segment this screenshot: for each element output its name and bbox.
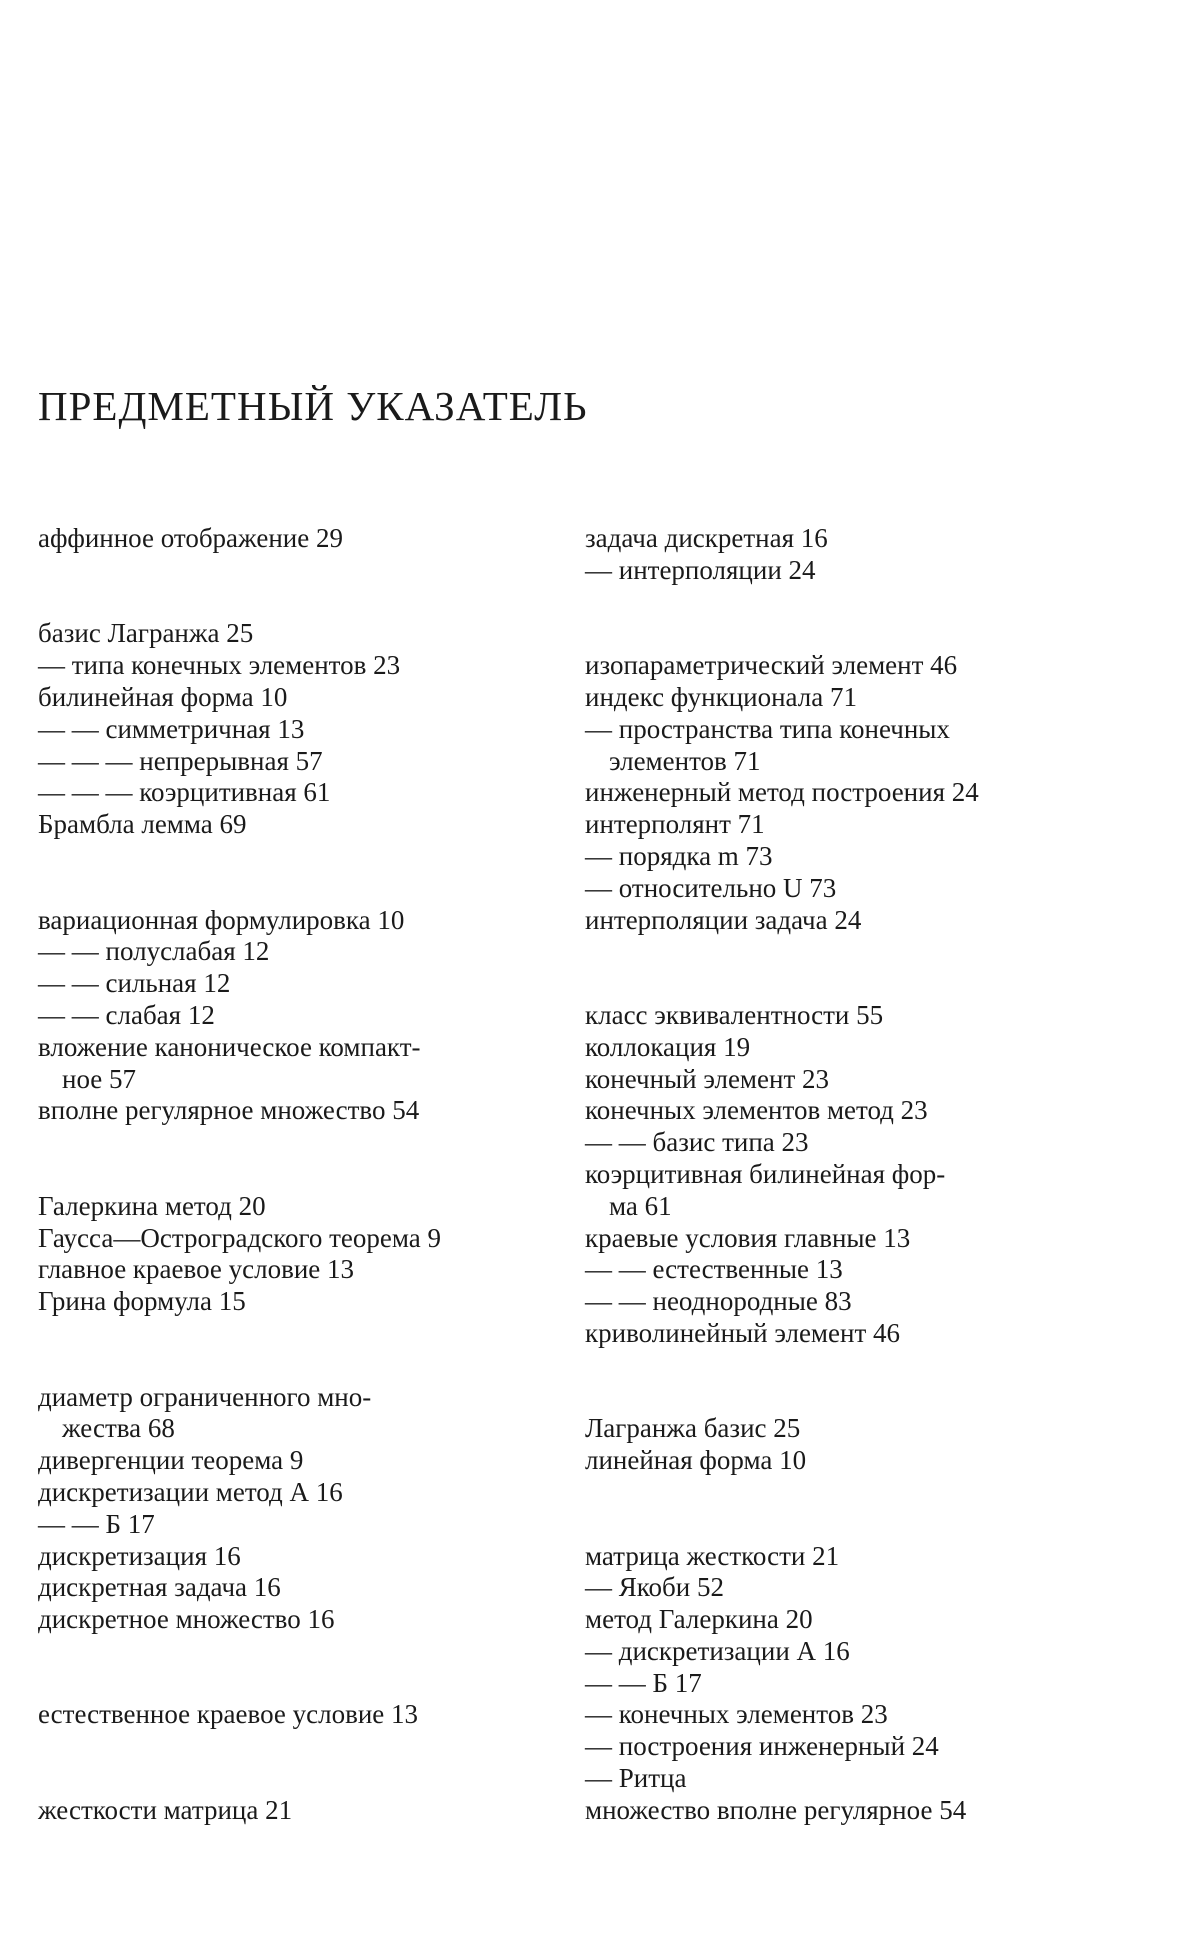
index-entry: матрица жесткости 21	[585, 1540, 840, 1571]
index-entry: краевые условия главные 13	[585, 1222, 911, 1253]
index-entry: — — симметричная 13	[38, 713, 305, 744]
index-entry-continuation: жества 68	[62, 1413, 175, 1444]
index-entry: дивергенции теорема 9	[38, 1445, 304, 1476]
index-entry: — Якоби 52	[585, 1572, 724, 1603]
index-entry: криволинейный элемент 46	[585, 1317, 900, 1348]
index-entry: — интерполяции 24	[585, 554, 816, 585]
index-entry: — — слабая 12	[38, 999, 215, 1030]
index-entry: вполне регулярное множество 54	[38, 1095, 420, 1126]
index-entry: коллокация 19	[585, 1031, 751, 1062]
index-entry: интерполянт 71	[585, 809, 765, 840]
index-entry: — — базис типа 23	[585, 1127, 809, 1158]
index-entry: дискретизации метод А 16	[38, 1476, 343, 1507]
index-entry: Галеркина метод 20	[38, 1190, 266, 1221]
index-entry: линейная форма 10	[585, 1445, 807, 1476]
index-entry: конечный элемент 23	[585, 1063, 830, 1094]
index-entry: Грина формула 15	[38, 1286, 246, 1317]
index-entry: коэрцитивная билинейная фор-	[585, 1158, 946, 1189]
index-entry: множество вполне регулярное 54	[585, 1794, 967, 1825]
index-entry: индекс функционала 71	[585, 681, 857, 712]
index-entry: естественное краевое условие 13	[38, 1699, 419, 1730]
index-entry: — — неоднородные 83	[585, 1286, 852, 1317]
index-entry: главное краевое условие 13	[38, 1254, 355, 1285]
index-entry: — — — непрерывная 57	[38, 745, 323, 776]
index-entry: Брамбла лемма 69	[38, 809, 247, 840]
index-entry-continuation: ма 61	[609, 1190, 672, 1221]
index-entry: Гаусса—Остроградского теорема 9	[38, 1222, 442, 1253]
index-entry: — — — коэрцитивная 61	[38, 777, 331, 808]
index-entry: изопараметрический элемент 46	[585, 650, 958, 681]
index-entry: билинейная форма 10	[38, 681, 288, 712]
index-gap	[38, 1318, 548, 1382]
index-gap	[38, 841, 548, 905]
index-entry: — конечных элементов 23	[585, 1699, 888, 1730]
index-entry: — Ритца	[585, 1763, 687, 1794]
index-gap	[585, 1477, 1085, 1541]
index-column-left	[38, 523, 548, 1827]
index-entry: — — полуслабая 12	[38, 936, 270, 967]
index-gap	[38, 1636, 548, 1700]
index-entry: — — естественные 13	[585, 1254, 843, 1285]
index-entry: — дискретизации А 16	[585, 1635, 850, 1666]
index-gap	[38, 1731, 548, 1795]
index-entry-continuation: ное 57	[62, 1063, 137, 1094]
index-entry: — — Б 17	[38, 1508, 155, 1539]
index-entry: аффинное отображение 29	[38, 523, 343, 553]
index-entry: дискретизация 16	[38, 1540, 241, 1571]
index-entry: — типа конечных элементов 23	[38, 650, 401, 681]
index-gap	[38, 1127, 548, 1191]
page-title: ПРЕДМЕТНЫЙ УКАЗАТЕЛЬ	[38, 383, 588, 429]
index-entry: диаметр ограниченного мно-	[38, 1381, 372, 1412]
index-entry: — построения инженерный 24	[585, 1731, 939, 1762]
index-entry: — относительно U 73	[585, 872, 837, 903]
index-entry: дискретная задача 16	[38, 1572, 281, 1603]
index-entry: — пространства типа конечных	[585, 713, 950, 744]
index-entry-continuation: элементов 71	[609, 745, 761, 776]
index-entry: вариационная формулировка 10	[38, 904, 405, 935]
index-entry: — порядка m 73	[585, 840, 773, 871]
index-entry: базис Лагранжа 25	[38, 618, 254, 649]
index-entry: — — сильная 12	[38, 968, 231, 999]
index-entry: класс эквивалентности 55	[585, 999, 884, 1030]
index-entry: задача дискретная 16	[585, 523, 828, 553]
index-gap	[585, 936, 1085, 1000]
index-entry: жесткости матрица 21	[38, 1794, 293, 1825]
index-entry: Лагранжа базис 25	[585, 1413, 801, 1444]
index-entry: интерполяции задача 24	[585, 904, 862, 935]
index-column-right	[585, 523, 1085, 1827]
index-gap	[585, 587, 1085, 651]
index-gap	[585, 1350, 1085, 1414]
index-entry: — — Б 17	[585, 1667, 702, 1698]
index-entry: инженерный метод построения 24	[585, 777, 979, 808]
index-entry: метод Галеркина 20	[585, 1604, 813, 1635]
index-entry: конечных элементов метод 23	[585, 1095, 928, 1126]
index-gap	[38, 555, 548, 619]
index-entry: дискретное множество 16	[38, 1604, 335, 1635]
index-entry: вложение каноническое компакт-	[38, 1031, 421, 1062]
